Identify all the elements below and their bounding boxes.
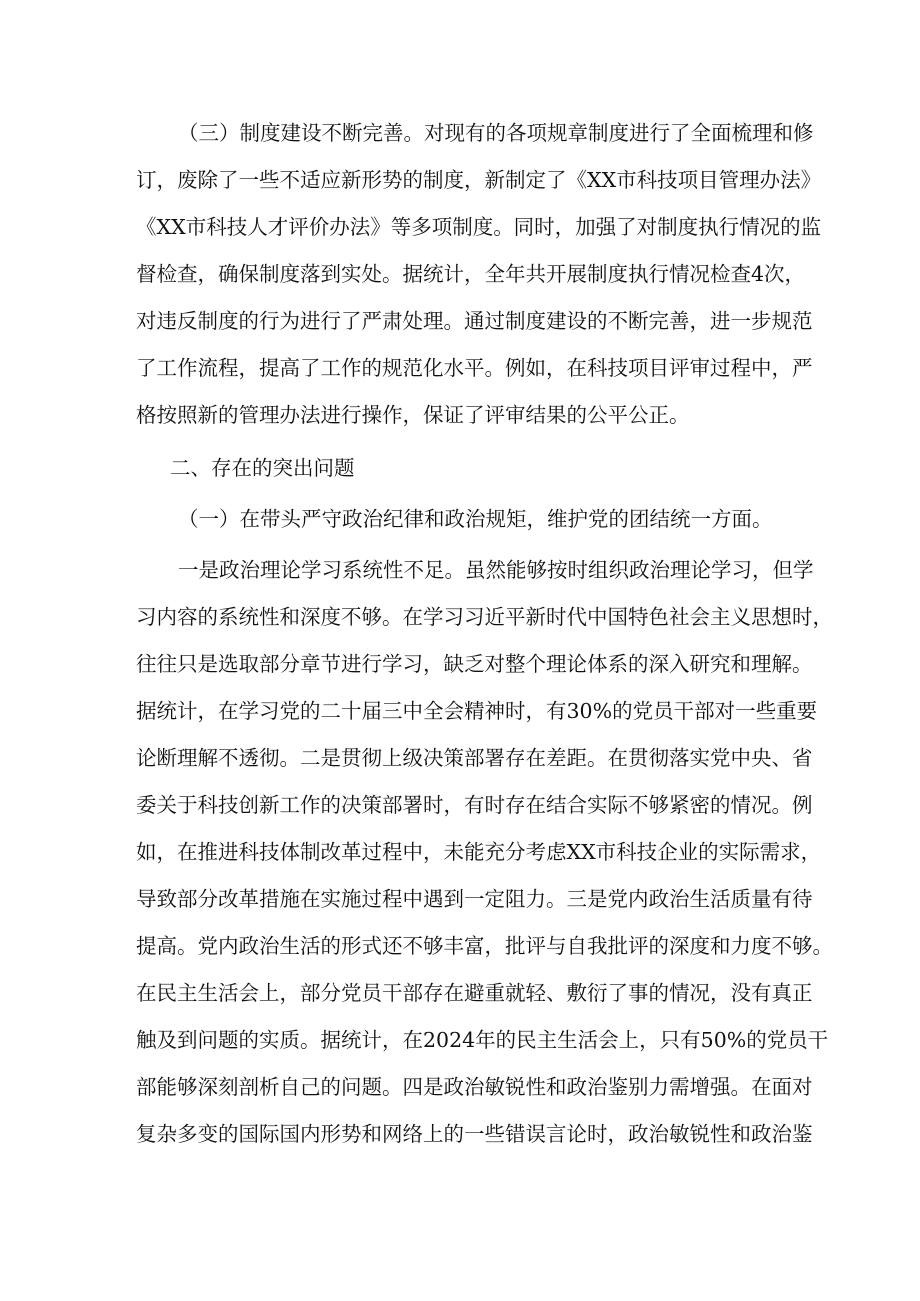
paragraph-issues-line-1: 一是政治理论学习系统性不足。虽然能够按时组织政治理论学习，但学 bbox=[178, 558, 814, 582]
paragraph-3-line-2: 订，废除了一些不适应新形势的制度，新制定了《XX市科技项目管理办法》 bbox=[136, 168, 822, 192]
section-heading: 二、存在的突出问题 bbox=[170, 456, 355, 480]
paragraph-issues-line-5: 论断理解不透彻。二是贯彻上级决策部署存在差距。在贯彻落实党中央、省 bbox=[136, 746, 813, 770]
paragraph-issues-line-9: 提高。党内政治生活的形式还不够丰富，批评与自我批评的深度和力度不够。 bbox=[136, 934, 833, 958]
paragraph-issues-line-3: 往往只是选取部分章节进行学习，缺乏对整个理论体系的深入研究和理解。 bbox=[136, 652, 813, 676]
paragraph-issues-line-4: 据统计，在学习党的二十届三中全会精神时，有30%的党员干部对一些重要 bbox=[136, 699, 818, 723]
paragraph-3-line-5: 对违反制度的行为进行了严肃处理。通过制度建设的不断完善，进一步规范 bbox=[136, 309, 813, 333]
paragraph-3-line-4: 督检查，确保制度落到实处。据统计，全年共开展制度执行情况检查4次， bbox=[136, 262, 806, 286]
paragraph-issues-line-6: 委关于科技创新工作的决策部署时，有时存在结合实际不够紧密的情况。例 bbox=[136, 793, 813, 817]
paragraph-issues-line-10: 在民主生活会上，部分党员干部存在避重就轻、敷衍了事的情况，没有真正 bbox=[136, 981, 813, 1005]
paragraph-issues-line-13: 复杂多变的国际国内形势和网络上的一些错误言论时，政治敏锐性和政治鉴 bbox=[136, 1122, 813, 1146]
paragraph-issues-line-11: 触及到问题的实质。据统计，在2024年的民主生活会上，只有50%的党员干 bbox=[136, 1028, 829, 1052]
paragraph-issues-line-12: 部能够深刻剖析自己的问题。四是政治敏锐性和政治鉴别力需增强。在面对 bbox=[136, 1075, 813, 1099]
paragraph-3-line-7: 格按照新的管理办法进行操作，保证了评审结果的公平公正。 bbox=[136, 403, 690, 427]
paragraph-issues-line-8: 导致部分改革措施在实施过程中遇到一定阻力。三是党内政治生活质量有待 bbox=[136, 887, 813, 911]
paragraph-issues-line-2: 习内容的系统性和深度不够。在学习习近平新时代中国特色社会主义思想时， bbox=[136, 605, 833, 629]
paragraph-3-line-1: （三）制度建设不断完善。对现有的各项规章制度进行了全面梳理和修 bbox=[178, 121, 814, 145]
paragraph-issues-line-7: 如，在推进科技体制改革过程中，未能充分考虑XX市科技企业的实际需求， bbox=[136, 840, 822, 864]
subsection-heading: （一）在带头严守政治纪律和政治规矩，维护党的团结统一方面。 bbox=[178, 507, 773, 531]
paragraph-3-line-6: 了工作流程，提高了工作的规范化水平。例如，在科技项目评审过程中，严 bbox=[136, 356, 813, 380]
paragraph-3-line-3: 《XX市科技人才评价办法》等多项制度。同时，加强了对制度执行情况的监 bbox=[136, 215, 822, 239]
